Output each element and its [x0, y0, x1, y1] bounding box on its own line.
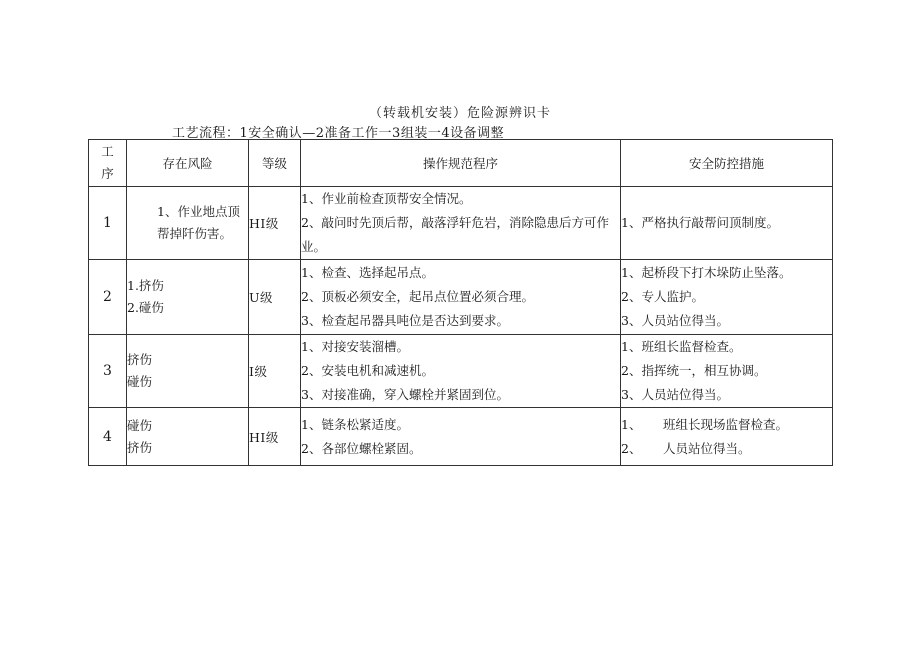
card-title: （转载机安装）危险源辨识卡	[368, 106, 551, 121]
process-flow: 工艺流程：1安全确认—2准备工作一3组装一4设备调整	[172, 126, 505, 141]
header-procedure: 操作规范程序	[301, 140, 621, 187]
procedure-line: 1、对接安装溜槽。	[301, 339, 409, 354]
row-procedure	[301, 335, 621, 408]
row-seq: 1	[89, 187, 127, 260]
measure-line	[621, 437, 832, 461]
table-row	[89, 187, 833, 260]
row-measures	[621, 408, 833, 466]
measure-line: 1、班组长监督检查。	[621, 339, 742, 354]
header-seq	[89, 140, 127, 187]
measure-line: 1、起桥段下打木垛防止坠落。	[621, 265, 792, 280]
header-risk: 存在风险	[127, 140, 249, 187]
procedure-line: 1、链条松紧适度。	[301, 416, 409, 432]
row-risk	[127, 335, 249, 408]
header-measures: 安全防控措施	[621, 140, 833, 187]
risk-line: 碰伤	[127, 374, 153, 389]
hazard-table	[88, 139, 833, 466]
header-seq-line2: 序	[101, 166, 114, 181]
risk-line: 挤伤	[127, 352, 153, 367]
measure-number: 1、	[621, 416, 642, 432]
row-procedure	[301, 408, 621, 466]
row-risk	[127, 408, 249, 466]
row-procedure	[301, 260, 621, 335]
risk-line: 挤伤	[127, 439, 153, 455]
row-risk	[127, 187, 249, 260]
measure-text: 人员站位得当。	[663, 440, 751, 456]
table-row	[89, 335, 833, 408]
row-seq: 3	[89, 335, 127, 408]
procedure-line: 2、敲问时先顶后帮，敲落浮轩危岩，消除隐患后方可作业。	[301, 215, 609, 254]
row-measures	[621, 260, 833, 335]
row-seq: 4	[89, 408, 127, 466]
table-row	[89, 408, 833, 466]
row-procedure	[301, 187, 621, 260]
header-seq-line1: 工	[101, 144, 114, 159]
measure-line: 2、指挥统一，相互协调。	[621, 363, 767, 378]
measure-line: 3、人员站位得当。	[621, 313, 729, 328]
risk-line: 1、作业地点顶帮掉阡伤害。	[157, 204, 240, 241]
procedure-line: 2、顶板必须安全，起吊点位置必须合理。	[301, 289, 534, 304]
row-measures	[621, 335, 833, 408]
procedure-line: 2、各部位螺栓紧固。	[301, 440, 422, 456]
risk-line: 1.挤伤	[127, 278, 164, 293]
risk-line: 2.碰伤	[127, 300, 164, 315]
measure-line	[621, 413, 832, 437]
row-level: U级	[249, 260, 301, 335]
procedure-line: 1、作业前检查顶帮安全情况。	[301, 191, 472, 206]
measure-text: 班组长现场监督检查。	[663, 416, 789, 432]
procedure-line: 2、安装电机和减速机。	[301, 363, 434, 378]
table-row	[89, 260, 833, 335]
row-level: HI级	[249, 187, 301, 260]
risk-line: 碰伤	[127, 417, 153, 433]
row-risk	[127, 260, 249, 335]
measure-line: 2、专人监护。	[621, 289, 704, 304]
table-header-row	[89, 140, 833, 187]
procedure-line: 3、检查起吊器具吨位是否达到要求。	[301, 313, 509, 328]
measure-line: 3、人员站位得当。	[621, 387, 729, 402]
row-seq: 2	[89, 260, 127, 335]
header-level: 等级	[249, 140, 301, 187]
procedure-line: 3、对接准确，穿入螺栓并紧固到位。	[301, 387, 509, 402]
procedure-line: 1、检查、选择起吊点。	[301, 265, 434, 280]
row-level: I级	[249, 335, 301, 408]
measure-number: 2、	[621, 440, 642, 456]
row-level: HI级	[249, 408, 301, 466]
measure-line: 1、严格执行敲帮问顶制度。	[621, 215, 779, 230]
row-measures	[621, 187, 833, 260]
